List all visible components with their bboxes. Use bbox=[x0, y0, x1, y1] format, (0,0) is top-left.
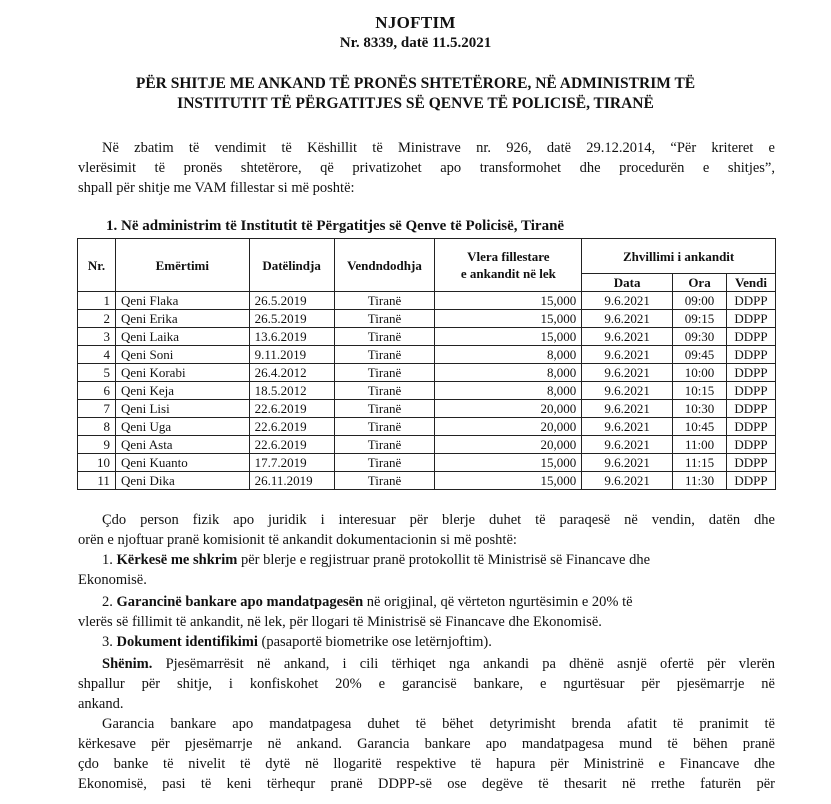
table-row bbox=[78, 400, 776, 418]
item-1-text: për blerje e regjistruar pranë protokollit të Ministrisë së Financave dhe bbox=[237, 552, 651, 568]
cell-time: 11:00 bbox=[673, 436, 727, 454]
cell-date: 9.6.2021 bbox=[582, 382, 673, 400]
cell-time: 10:30 bbox=[673, 400, 727, 418]
cell-value: 15,000 bbox=[435, 310, 582, 328]
item-2-line2: vlerës së fillimit të ankandit, në lek, për llogari të Ministrisë së Financave dhe Ekonomisë. bbox=[78, 614, 602, 630]
cell-nr: 8 bbox=[78, 418, 116, 436]
cell-date: 9.6.2021 bbox=[582, 328, 673, 346]
item-1-line2: Ekonomisë. bbox=[78, 572, 147, 588]
auction-table-body bbox=[78, 292, 776, 490]
auction-table bbox=[77, 238, 776, 490]
item-3-bold: Dokument identifikimi bbox=[116, 634, 258, 650]
cell-place: DDPP bbox=[726, 310, 775, 328]
note-text: Pjesëmarrësit në ankand, i cili tërhiqet nga ankandi pa dhënë asnjë ofertë për vlerën bbox=[152, 656, 775, 672]
table-row bbox=[78, 364, 776, 382]
note-label: Shënim. bbox=[102, 656, 153, 672]
cell-name: Qeni Soni bbox=[115, 346, 249, 364]
cell-location: Tiranë bbox=[334, 382, 435, 400]
cell-date: 9.6.2021 bbox=[582, 400, 673, 418]
note-line3: ankand. bbox=[78, 696, 124, 712]
body-p2-line3: çdo banke të nivelit të dytë në llogaritë respektive të hapura për Ministrinë e Financave dhe bbox=[78, 756, 775, 772]
cell-time: 11:15 bbox=[673, 454, 727, 472]
body-p2-line1: Garancia bankare apo mandatpagesa duhet të bëhet detyrimisht brenda afatit të pranimit të bbox=[102, 716, 775, 732]
col-birth-header: Datëlindja bbox=[249, 239, 334, 292]
table-row bbox=[78, 310, 776, 328]
note-line2: shpallur për shitje, i konfiskohet 20% e garancisë bankare, e ngurtësuar për pjesëmarrje në bbox=[78, 676, 775, 692]
cell-nr: 4 bbox=[78, 346, 116, 364]
cell-time: 10:15 bbox=[673, 382, 727, 400]
cell-place: DDPP bbox=[726, 364, 775, 382]
cell-time: 09:15 bbox=[673, 310, 727, 328]
cell-date: 9.6.2021 bbox=[582, 436, 673, 454]
cell-name: Qeni Keja bbox=[115, 382, 249, 400]
body-p1-line1: Çdo person fizik apo juridik i interesuar për blerje duhet të paraqesë në vendin, datën dhe bbox=[102, 512, 775, 528]
table-row bbox=[78, 382, 776, 400]
cell-place: DDPP bbox=[726, 292, 775, 310]
item-2-number: 2. bbox=[102, 594, 113, 610]
cell-place: DDPP bbox=[726, 382, 775, 400]
col-name-header: Emërtimi bbox=[115, 239, 249, 292]
body-p2-line4: Ekonomisë, pasi të keni tërhequr pranë DDPP-së ose degëve të thesarit në rrethe faturën për bbox=[78, 776, 775, 792]
cell-nr: 2 bbox=[78, 310, 116, 328]
item-2-bold: Garancinë bankare apo mandatpagesën bbox=[116, 594, 364, 610]
cell-nr: 10 bbox=[78, 454, 116, 472]
cell-value: 15,000 bbox=[435, 328, 582, 346]
cell-date: 9.6.2021 bbox=[582, 454, 673, 472]
cell-place: DDPP bbox=[726, 454, 775, 472]
item-1-number: 1. bbox=[102, 552, 113, 568]
cell-location: Tiranë bbox=[334, 328, 435, 346]
table-row bbox=[78, 292, 776, 310]
auction-group-header: Zhvillimi i ankandit bbox=[582, 239, 776, 274]
cell-time: 09:45 bbox=[673, 346, 727, 364]
cell-nr: 7 bbox=[78, 400, 116, 418]
table-row bbox=[78, 454, 776, 472]
cell-location: Tiranë bbox=[334, 292, 435, 310]
cell-name: Qeni Uga bbox=[115, 418, 249, 436]
cell-date: 9.6.2021 bbox=[582, 310, 673, 328]
section-title: 1. Në administrim të Institutit të Përgatitjes së Qenve të Policisë, Tiranë bbox=[106, 218, 565, 234]
cell-birth: 18.5.2012 bbox=[249, 382, 334, 400]
body-p2-line2: kërkesave për pjesëmarrje në ankand. Garancia bankare apo mandatpagesa mund të bëhen pranë bbox=[78, 736, 775, 752]
cell-birth: 22.6.2019 bbox=[249, 400, 334, 418]
col-location-header: Vendndodhja bbox=[334, 239, 435, 292]
table-row bbox=[78, 328, 776, 346]
cell-birth: 9.11.2019 bbox=[249, 346, 334, 364]
cell-location: Tiranë bbox=[334, 364, 435, 382]
item-3 bbox=[78, 633, 775, 653]
table-row bbox=[78, 418, 776, 436]
cell-place: DDPP bbox=[726, 472, 775, 490]
table-row bbox=[78, 472, 776, 490]
cell-name: Qeni Lisi bbox=[115, 400, 249, 418]
notice-subtitle-line1: PËR SHITJE ME ANKAND TË PRONËS SHTETËRORE, NË ADMINISTRIM TË bbox=[135, 75, 696, 92]
cell-date: 9.6.2021 bbox=[582, 346, 673, 364]
item-2-text: në origjinal, që vërteton ngurtësimin e 20% të bbox=[363, 594, 633, 610]
cell-date: 9.6.2021 bbox=[582, 472, 673, 490]
cell-nr: 6 bbox=[78, 382, 116, 400]
cell-name: Qeni Laika bbox=[115, 328, 249, 346]
intro-line1: Në zbatim të vendimit të Këshillit të Ministrave nr. 926, datë 29.12.2014, “Për kriteret e bbox=[102, 140, 775, 156]
item-1 bbox=[78, 551, 775, 571]
col-time-header: Ora bbox=[673, 274, 727, 292]
cell-place: DDPP bbox=[726, 328, 775, 346]
cell-value: 15,000 bbox=[435, 472, 582, 490]
cell-date: 9.6.2021 bbox=[582, 364, 673, 382]
note-line1 bbox=[78, 655, 775, 675]
cell-value: 20,000 bbox=[435, 418, 582, 436]
cell-birth: 22.6.2019 bbox=[249, 418, 334, 436]
cell-birth: 22.6.2019 bbox=[249, 436, 334, 454]
cell-name: Qeni Asta bbox=[115, 436, 249, 454]
cell-value: 15,000 bbox=[435, 292, 582, 310]
cell-name: Qeni Dika bbox=[115, 472, 249, 490]
body-p1-line2: orën e njoftuar pranë komisionit të ankandit dokumentacionin si më poshtë: bbox=[78, 532, 517, 548]
cell-time: 09:30 bbox=[673, 328, 727, 346]
cell-date: 9.6.2021 bbox=[582, 418, 673, 436]
cell-time: 10:00 bbox=[673, 364, 727, 382]
cell-name: Qeni Flaka bbox=[115, 292, 249, 310]
cell-nr: 11 bbox=[78, 472, 116, 490]
cell-location: Tiranë bbox=[334, 346, 435, 364]
col-value-header-line1: Vlera fillestare bbox=[467, 249, 550, 264]
cell-value: 8,000 bbox=[435, 364, 582, 382]
cell-place: DDPP bbox=[726, 418, 775, 436]
notice-subtitle-line2: INSTITUTIT TË PËRGATITJES SË QENVE TË POLICISË, TIRANË bbox=[177, 95, 654, 112]
item-3-number: 3. bbox=[102, 634, 113, 650]
col-nr-header: Nr. bbox=[78, 239, 116, 292]
cell-location: Tiranë bbox=[334, 472, 435, 490]
cell-location: Tiranë bbox=[334, 454, 435, 472]
notice-title: NJOFTIM bbox=[375, 13, 456, 32]
cell-birth: 26.11.2019 bbox=[249, 472, 334, 490]
table-row bbox=[78, 436, 776, 454]
cell-place: DDPP bbox=[726, 400, 775, 418]
cell-place: DDPP bbox=[726, 436, 775, 454]
cell-place: DDPP bbox=[726, 346, 775, 364]
cell-birth: 26.5.2019 bbox=[249, 310, 334, 328]
table-row bbox=[78, 346, 776, 364]
item-3-text: (pasaportë biometrike ose letërnjoftim). bbox=[257, 634, 492, 650]
item-1-bold: Kërkesë me shkrim bbox=[116, 552, 238, 568]
cell-name: Qeni Erika bbox=[115, 310, 249, 328]
cell-location: Tiranë bbox=[334, 310, 435, 328]
cell-date: 9.6.2021 bbox=[582, 292, 673, 310]
cell-nr: 9 bbox=[78, 436, 116, 454]
cell-value: 15,000 bbox=[435, 454, 582, 472]
cell-location: Tiranë bbox=[334, 436, 435, 454]
cell-value: 20,000 bbox=[435, 436, 582, 454]
item-2 bbox=[78, 593, 775, 613]
cell-birth: 13.6.2019 bbox=[249, 328, 334, 346]
cell-time: 10:45 bbox=[673, 418, 727, 436]
cell-time: 09:00 bbox=[673, 292, 727, 310]
cell-time: 11:30 bbox=[673, 472, 727, 490]
cell-nr: 3 bbox=[78, 328, 116, 346]
cell-name: Qeni Kuanto bbox=[115, 454, 249, 472]
col-value-header-line2: e ankandit në lek bbox=[460, 266, 556, 281]
cell-birth: 26.5.2019 bbox=[249, 292, 334, 310]
cell-birth: 17.7.2019 bbox=[249, 454, 334, 472]
intro-line2: vlerësimit të pronës shtetërore, që privatizohet apo transformohet dhe procedurën e shitjes”, bbox=[78, 160, 775, 176]
cell-name: Qeni Korabi bbox=[115, 364, 249, 382]
cell-value: 8,000 bbox=[435, 346, 582, 364]
col-value-header bbox=[435, 239, 582, 292]
cell-nr: 1 bbox=[78, 292, 116, 310]
col-date-header: Data bbox=[582, 274, 673, 292]
cell-value: 8,000 bbox=[435, 382, 582, 400]
cell-location: Tiranë bbox=[334, 418, 435, 436]
col-place-header: Vendi bbox=[726, 274, 775, 292]
cell-location: Tiranë bbox=[334, 400, 435, 418]
intro-line3: shpall për shitje me VAM fillestar si më poshtë: bbox=[78, 180, 355, 196]
notice-number: Nr. 8339, datë 11.5.2021 bbox=[339, 35, 492, 51]
cell-value: 20,000 bbox=[435, 400, 582, 418]
cell-nr: 5 bbox=[78, 364, 116, 382]
cell-birth: 26.4.2012 bbox=[249, 364, 334, 382]
